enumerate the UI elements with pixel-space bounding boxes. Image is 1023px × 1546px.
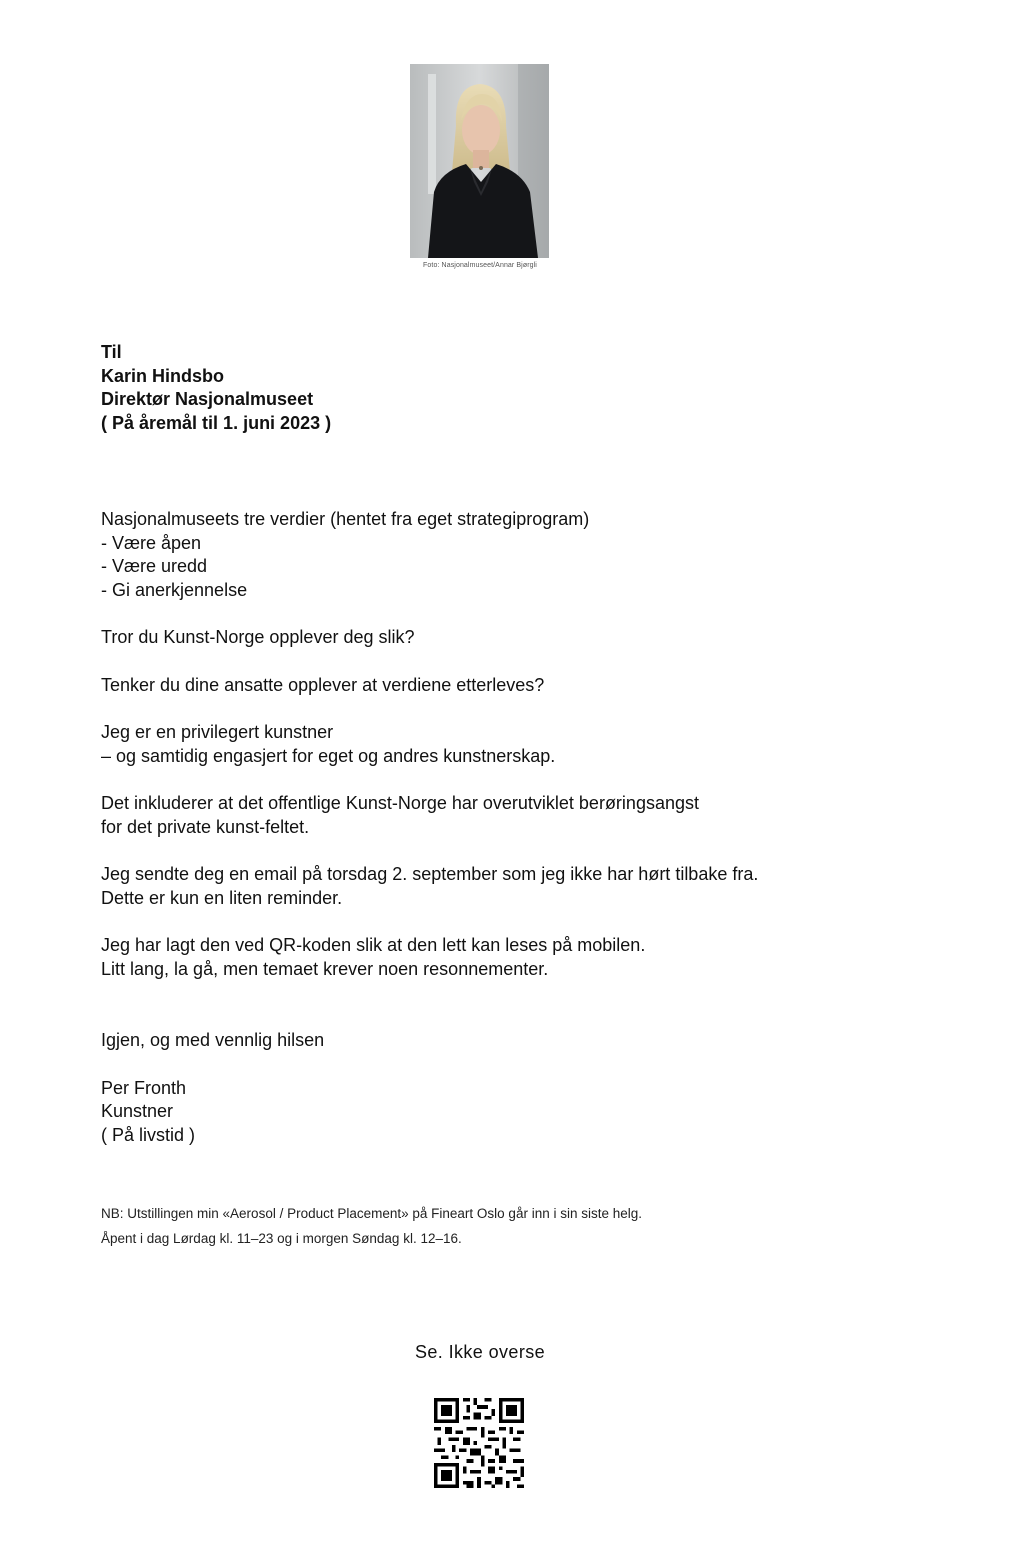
privileged-line: – og samtidig engasjert for eget og andres kunstnerskap.	[101, 745, 556, 766]
value-item: - Være uredd	[101, 556, 208, 576]
email-line: Jeg sendte deg en email på torsdag 2. september som jeg ikke har hørt tilbake fra.	[101, 864, 759, 884]
signature-role: Kunstner	[101, 1101, 174, 1121]
signature-name: Per Fronth	[101, 1077, 187, 1098]
privileged-line: Jeg er en privilegert kunstner	[101, 722, 334, 742]
recipient-term: ( På åremål til 1. juni 2023 )	[101, 412, 332, 433]
nb-note	[101, 1201, 642, 1251]
question-one: Tror du Kunst-Norge opplever deg slik?	[101, 627, 415, 647]
signature-term: ( På livstid )	[101, 1124, 196, 1145]
includes-line: for det private kunst-feltet.	[101, 816, 310, 837]
qr-code-icon[interactable]	[434, 1398, 524, 1488]
portrait-photo-graphic	[410, 64, 549, 258]
recipient-title: Direktør Nasjonalmuseet	[101, 389, 314, 409]
recipient-block	[101, 341, 331, 435]
question-two: Tenker du dine ansatte opplever at verdiene etterleves?	[101, 674, 545, 695]
greeting: Igjen, og med vennlig hilsen	[101, 1030, 325, 1050]
values-intro: Nasjonalmuseets tre verdier (hentet fra eget strategiprogram)	[101, 509, 590, 529]
letter-body	[101, 508, 901, 1147]
tagline: Se. Ikke overse	[414, 1342, 546, 1362]
qr-note-line: Litt lang, la gå, men temaet krever noen resonnementer.	[101, 958, 549, 979]
photo-credit: Foto: Nasjonalmuseet/Annar Bjørgli	[423, 262, 537, 269]
recipient-to: Til	[101, 342, 122, 362]
includes-line: Det inkluderer at det offentlige Kunst-Norge har overutviklet berøringsangst	[101, 793, 699, 813]
portrait-photo	[410, 64, 549, 258]
value-item: - Gi anerkjennelse	[101, 579, 248, 600]
recipient-name: Karin Hindsbo	[101, 365, 225, 386]
qr-note-line: Jeg har lagt den ved QR-koden slik at den lett kan leses på mobilen.	[101, 935, 646, 955]
qr-code-graphic	[434, 1398, 524, 1488]
value-item: - Være åpen	[101, 532, 202, 553]
email-line: Dette er kun en liten reminder.	[101, 887, 343, 908]
nb-line: NB: Utstillingen min «Aerosol / Product Placement» på Fineart Oslo går inn i sin siste helg.	[101, 1206, 643, 1221]
nb-line: Åpent i dag Lørdag kl. 11–23 og i morgen Søndag kl. 12–16.	[101, 1231, 462, 1246]
